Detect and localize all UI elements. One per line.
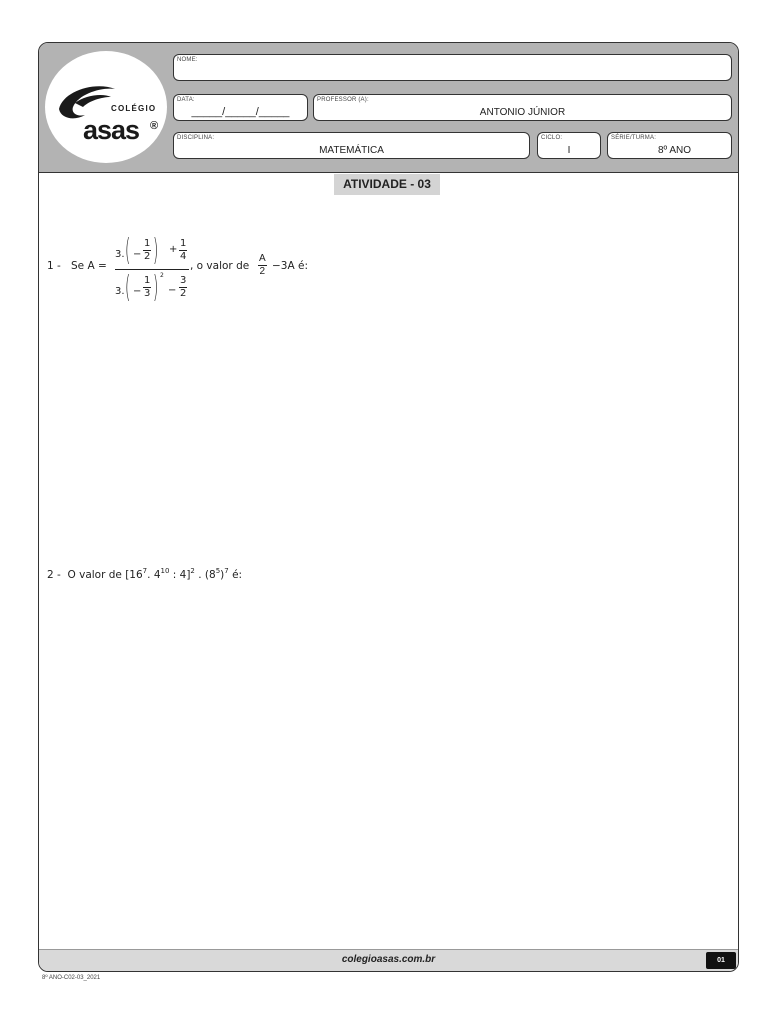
date-value: _____/_____/_____ [191, 106, 290, 118]
expr-minus-top: − [133, 249, 142, 260]
expr-paren-open-top: ( [125, 233, 131, 268]
question-1-tail: −3A é: [272, 260, 308, 272]
question-2 [47, 569, 242, 581]
expr-coef-top: 3. [115, 249, 125, 260]
expr-coef-bottom: 3. [115, 286, 125, 297]
svg-text:COLÉGIO: COLÉGIO [111, 104, 157, 113]
header-panel [39, 43, 738, 173]
class-value: 8º ANO [657, 145, 692, 156]
fraction-three-halves: $\frac{3}{2}$ [180, 275, 187, 299]
page-number: 01 [706, 952, 736, 969]
date-label: DATA: [177, 97, 195, 103]
question-2-text-b: . 4 [147, 569, 161, 581]
expr-paren-close-top: ) [153, 233, 159, 268]
expr-exponent: 2 [160, 272, 164, 279]
expr-minus-second: − [168, 285, 177, 296]
question-2-exp-1: 7 [142, 567, 148, 575]
fraction-one-third: $\frac{1}{3}$ [144, 275, 151, 299]
school-logo-image [45, 51, 167, 163]
fraction-one-quarter: $\frac{1}{4}$ [180, 238, 187, 262]
class-label: SÉRIE/TURMA: [611, 135, 657, 141]
question-1-number: 1 - [47, 260, 61, 272]
expr-plus: + [169, 244, 178, 255]
date-field[interactable] [173, 94, 308, 121]
professor-value: ANTONIO JÚNIOR [479, 107, 566, 118]
cycle-value: I [567, 145, 571, 156]
discipline-label: DISCIPLINA: [177, 135, 215, 141]
question-1-intro: Se A = [71, 260, 107, 272]
name-label: NOME: [177, 57, 198, 63]
expr-paren-open-bottom: ( [125, 270, 131, 305]
question-2-text-c: : 4] [169, 569, 191, 581]
svg-text:asas: asas [83, 115, 140, 145]
expr-minus-bottom: − [133, 286, 142, 297]
question-2-exp-4: 5 [215, 567, 221, 575]
expr-paren-close-bottom: ) [153, 270, 159, 305]
discipline-field[interactable] [173, 132, 530, 159]
worksheet-page [38, 42, 739, 972]
question-2-exp-2: 10 [160, 567, 170, 575]
question-2-text-d: . (8 [194, 569, 216, 581]
cycle-field[interactable] [537, 132, 601, 159]
professor-field[interactable] [313, 94, 732, 121]
fraction-one-half: $\frac{1}{2}$ [144, 238, 151, 262]
question-2-number: 2 - [47, 569, 61, 581]
class-field[interactable] [607, 132, 732, 159]
svg-text:®: ® [150, 120, 159, 132]
question-2-text-f: é: [228, 569, 243, 581]
question-1-expression [113, 232, 263, 312]
name-field[interactable] [173, 54, 732, 81]
fraction-a-over-2: $\frac{A}{2}$ [259, 253, 266, 277]
school-website: colegioasas.com.br [341, 954, 436, 965]
document-code: 8º ANO-C02-03_2021 [42, 975, 101, 981]
question-1-text: , o valor de [190, 260, 250, 272]
discipline-value: MATEMÁTICA [319, 145, 384, 156]
question-2-exp-3: 2 [190, 567, 195, 575]
school-logo [45, 51, 167, 163]
activity-title: ATIVIDADE - 03 [334, 174, 440, 195]
question-2-text-e: ) [220, 569, 225, 581]
footer-bar [39, 949, 738, 971]
cycle-label: CICLO: [541, 135, 563, 141]
professor-label: PROFESSOR (A): [317, 97, 369, 103]
question-2-exp-5: 7 [224, 567, 229, 575]
question-2-text-a: O valor de [16 [67, 569, 143, 581]
